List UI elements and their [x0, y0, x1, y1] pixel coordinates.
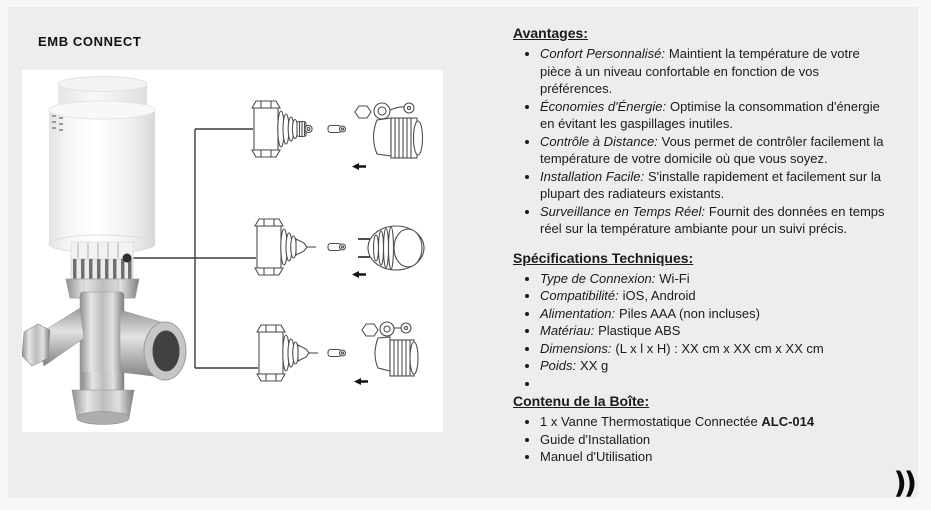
product-image-panel — [22, 70, 443, 432]
product-photo — [22, 77, 186, 425]
avantages-list — [513, 45, 885, 238]
item-text: 1 x Vanne Thermostatique Connectée — [540, 414, 762, 429]
item-text: iOS, Android — [622, 288, 696, 303]
item-text: Plastique ABS — [598, 323, 681, 338]
section-heading-contenu: Contenu de la Boîte: — [513, 393, 650, 409]
contenu-list — [513, 413, 885, 466]
item-text: (L x l x H) : XX cm x XX cm x XX cm — [615, 340, 824, 356]
item-label: Installation Facile: — [540, 168, 645, 184]
spec-item — [540, 340, 885, 358]
list-item — [540, 133, 885, 168]
item-label: Économies d'Énergie: — [540, 98, 667, 114]
box-content-item — [540, 431, 885, 449]
callout-dot — [123, 254, 132, 263]
left-arrow-icon — [354, 378, 368, 385]
product-details — [513, 17, 885, 466]
product-title: EMB CONNECT — [38, 34, 142, 49]
list-item — [540, 168, 885, 203]
list-item — [540, 98, 885, 133]
next-page-indicator[interactable]: )) — [893, 466, 914, 500]
item-text: Wi-Fi — [659, 270, 690, 286]
item-text: S'installe rapidement et facilement sur la plupart des radiateurs existants. — [540, 168, 881, 201]
spec-item — [540, 305, 885, 323]
left-arrow-icon — [352, 271, 366, 278]
specifications-list — [513, 270, 885, 393]
item-label: Matériau: — [540, 323, 595, 338]
valve-adapter-diagram-bottom — [257, 322, 418, 385]
box-content-item — [540, 448, 885, 466]
product-code: ALC-014 — [761, 414, 815, 429]
item-text: Manuel d'Utilisation — [540, 449, 653, 464]
product-sheet — [8, 7, 918, 498]
item-label: Alimentation: — [540, 305, 616, 321]
item-text: Maintient la température de votre pièce à un niveau confortable en fonction de vos préférences. — [540, 46, 860, 96]
item-text: Vous permet de contrôler facilement la température de votre domicile où que vous soyez. — [540, 133, 884, 166]
item-label: Compatibilité: — [540, 288, 619, 303]
item-text: Fournit des données en temps réel sur la température ambiante pour un suivi précis. — [540, 203, 885, 236]
spec-item — [540, 357, 885, 375]
valve-adapter-diagram-middle — [255, 219, 424, 278]
item-text: XX g — [580, 358, 609, 373]
left-arrow-icon — [352, 163, 366, 170]
spec-item — [540, 287, 885, 305]
item-label: Surveillance en Temps Réel: — [540, 203, 705, 219]
product-illustration — [22, 70, 443, 432]
list-item — [540, 203, 885, 238]
spec-item — [540, 322, 885, 340]
item-label: Poids: — [540, 358, 577, 373]
item-text: Piles AAA (non incluses) — [619, 305, 760, 321]
item-text: Optimise la consommation d'énergie en évitant les gaspillages inutiles. — [540, 98, 880, 131]
item-label: Type de Connexion: — [540, 270, 656, 286]
valve-adapter-diagram-top — [252, 101, 423, 170]
item-label: Dimensions: — [540, 340, 612, 356]
section-heading-specifications: Spécifications Techniques: — [513, 249, 694, 266]
item-label: Contrôle à Distance: — [540, 133, 658, 149]
spec-item — [540, 270, 885, 288]
item-text: Guide d'Installation — [540, 431, 651, 447]
section-heading-avantages: Avantages: — [513, 25, 588, 41]
list-item — [540, 45, 885, 98]
item-label: Confort Personnalisé: — [540, 46, 666, 61]
box-content-item — [540, 413, 885, 431]
spec-item-empty — [540, 375, 885, 393]
